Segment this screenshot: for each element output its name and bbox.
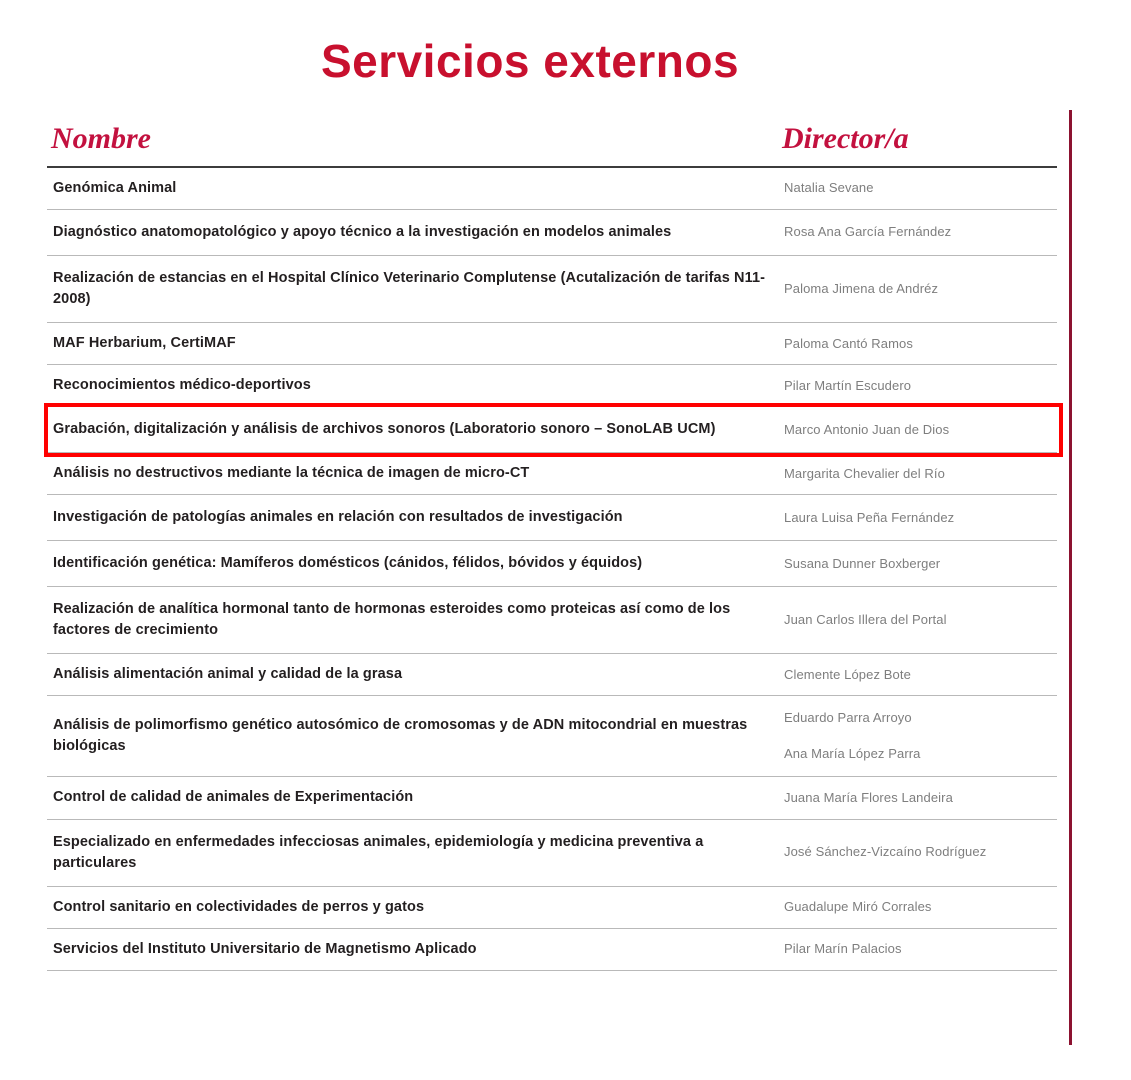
table-body [47,167,1057,970]
service-director-cell [772,495,1057,541]
service-director-cell [772,407,1057,453]
director-name: Pilar Martín Escudero [784,377,912,393]
service-director-cell [772,453,1057,495]
table-row [47,696,1057,777]
service-director-cell [772,365,1057,407]
table-row [47,167,1057,210]
table-row [47,495,1057,541]
service-name-cell: Grabación, digitalización y análisis de archivos sonoros (Laboratorio sonoro – SonoLAB UCM) [47,407,772,453]
table-row [47,819,1057,886]
service-director-cell [772,696,1057,777]
director-name: Laura Luisa Peña Fernández [784,509,955,525]
director-name: Natalia Sevane [784,180,874,196]
director-name: Pilar Marín Palacios [784,940,902,956]
service-name-cell: Análisis alimentación animal y calidad de la grasa [47,654,772,696]
table-header-row [47,116,1057,167]
table-row [47,654,1057,696]
director-name: Susana Dunner Boxberger [784,555,941,571]
column-header-director: Director/a [772,116,1057,167]
table-row [47,587,1057,654]
service-director-cell [772,819,1057,886]
services-table-container [47,116,1057,971]
table-row [47,407,1057,453]
table-header [47,116,1057,167]
director-name: Clemente López Bote [784,666,911,682]
table-row [47,886,1057,928]
table-row [47,453,1057,495]
service-director-cell [772,928,1057,970]
service-name-cell: Control de calidad de animales de Experimentación [47,777,772,819]
director-name: Juan Carlos Illera del Portal [784,612,947,628]
director-name: Ana María López Parra [784,746,921,762]
table-row [47,777,1057,819]
director-name: Paloma Jimena de Andréz [784,280,939,296]
service-name-cell: Genómica Animal [47,167,772,210]
page-title: Servicios externos [320,35,740,87]
service-director-cell [772,323,1057,365]
director-name: Marco Antonio Juan de Dios [784,421,950,437]
service-name-cell: MAF Herbarium, CertiMAF [47,323,772,365]
service-name-cell: Reconocimientos médico-deportivos [47,365,772,407]
director-name: Rosa Ana García Fernández [784,224,952,240]
column-header-name: Nombre [47,116,772,167]
service-name-cell: Realización de estancias en el Hospital Clínico Veterinario Complutense (Acutalización de tarifas N11-2008) [47,256,772,323]
service-name-cell: Identificación genética: Mamíferos domésticos (cánidos, félidos, bóvidos y équidos) [47,541,772,587]
service-name-cell: Realización de analítica hormonal tanto de hormonas esteroides como proteicas así como de los factores de crecimiento [47,587,772,654]
service-director-cell [772,587,1057,654]
table-row [47,256,1057,323]
table-row [47,541,1057,587]
table-row [47,210,1057,256]
service-name-cell: Análisis de polimorfismo genético autosómico de cromosomas y de ADN mitocondrial en muestras biológicas [47,696,772,777]
director-name: Guadalupe Miró Corrales [784,898,932,914]
service-name-cell: Diagnóstico anatomopatológico y apoyo técnico a la investigación en modelos animales [47,210,772,256]
director-name: José Sánchez-Vizcaíno Rodríguez [784,844,987,860]
service-director-cell [772,210,1057,256]
service-name-cell: Servicios del Instituto Universitario de Magnetismo Aplicado [47,928,772,970]
director-name: Juana María Flores Landeira [784,789,953,805]
services-table [47,116,1057,971]
service-name-cell: Control sanitario en colectividades de perros y gatos [47,886,772,928]
director-name: Eduardo Parra Arroyo [784,710,912,726]
service-director-cell [772,167,1057,210]
service-director-cell [772,541,1057,587]
service-director-cell [772,777,1057,819]
service-name-cell: Investigación de patologías animales en relación con resultados de investigación [47,495,772,541]
service-name-cell: Especializado en enfermedades infecciosas animales, epidemiología y medicina preventiva a particulares [47,819,772,886]
service-name-cell: Análisis no destructivos mediante la técnica de imagen de micro-CT [47,453,772,495]
table-row [47,928,1057,970]
service-director-cell [772,886,1057,928]
service-director-cell [772,256,1057,323]
director-name: Paloma Cantó Ramos [784,335,913,351]
table-row [47,365,1057,407]
director-name: Margarita Chevalier del Río [784,465,945,481]
service-director-cell [772,654,1057,696]
slide-right-rule [1069,110,1072,1045]
table-row [47,323,1057,365]
